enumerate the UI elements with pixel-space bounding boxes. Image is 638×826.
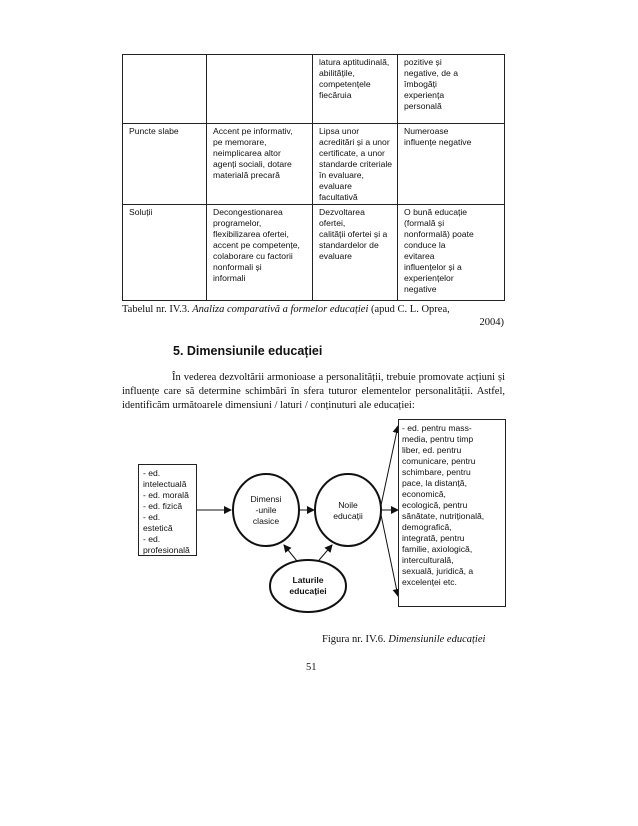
figure-caption-prefix: Figura nr. IV.6. (322, 634, 386, 645)
section-heading: 5. Dimensiunile educației (173, 344, 323, 358)
table-cell: Decongestionarea programelor, flexibilizarea ofertei, accent pe competențe, colaborare cu factorii nonformali și informali (207, 205, 313, 301)
classic-dimensions-list: - ed. intelectuală - ed. morală - ed. fizică - ed. estetică - ed. profesională (138, 464, 197, 556)
arrow-new-to-bottom (380, 510, 398, 596)
caption-year: 2004) (479, 317, 504, 328)
caption-title: Analiza comparativă a formelor educației (192, 304, 369, 315)
table-cell: Dezvoltarea ofertei, calității ofertei și a standardelor de evaluare (313, 205, 398, 301)
arrow-new-to-top (380, 426, 398, 510)
caption-source: (apud C. L. Oprea, (371, 304, 450, 315)
row-header-weak-points: Puncte slabe (123, 124, 207, 205)
table-cell: pozitive și negative, de a îmbogăți experiența personală (398, 55, 505, 124)
table-cell: Numeroase influențe negative (398, 124, 505, 205)
table-cell: Lipsa unor acreditări și a unor certificate, a unor standarde criteriale în evaluare, evaluare facultativă (313, 124, 398, 205)
caption-prefix: Tabelul nr. IV.3. (122, 304, 190, 315)
table-cell: Accent pe informativ, pe memorare, neimplicarea altor agenți sociali, dotare materială precară (207, 124, 313, 205)
body-paragraph: În vederea dezvoltării armonioase a personalității, trebuie promovate acțiuni și influențe care să determine schimbări în sfera tuturor elementelor personalității. Astfel, identificăm următoarele dimensiuni / laturi / conținuturi ale educației: (122, 372, 505, 411)
table-cell: latura aptitudinală, abilitățile, competențele fiecăruia (313, 55, 398, 124)
new-educations-label: Noile educații (333, 500, 363, 521)
laturi-label: Laturile educației (289, 575, 327, 596)
new-educations-list: - ed. pentru mass- media, pentru timp liber, ed. pentru comunicare, pentru schimbare, pentru pace, la distanță, economică, ecologică, pentru sănătate, nutrițională, demografică, integrată, pentru familie, axiologică, interculturală, sexuală, juridică, a excelenței etc. (398, 419, 506, 607)
table-cell: O bună educație (formală și nonformală) poate conduce la evitarea influențelor și a experiențelor negative (398, 205, 505, 301)
figure-caption-title: Dimensiunile educației (388, 634, 486, 645)
page-number: 51 (306, 662, 317, 673)
classic-dimensions-label: Dimensi -unile clasice (250, 494, 282, 526)
figure-caption (322, 634, 485, 645)
row-header-solutions: Soluții (123, 205, 207, 301)
